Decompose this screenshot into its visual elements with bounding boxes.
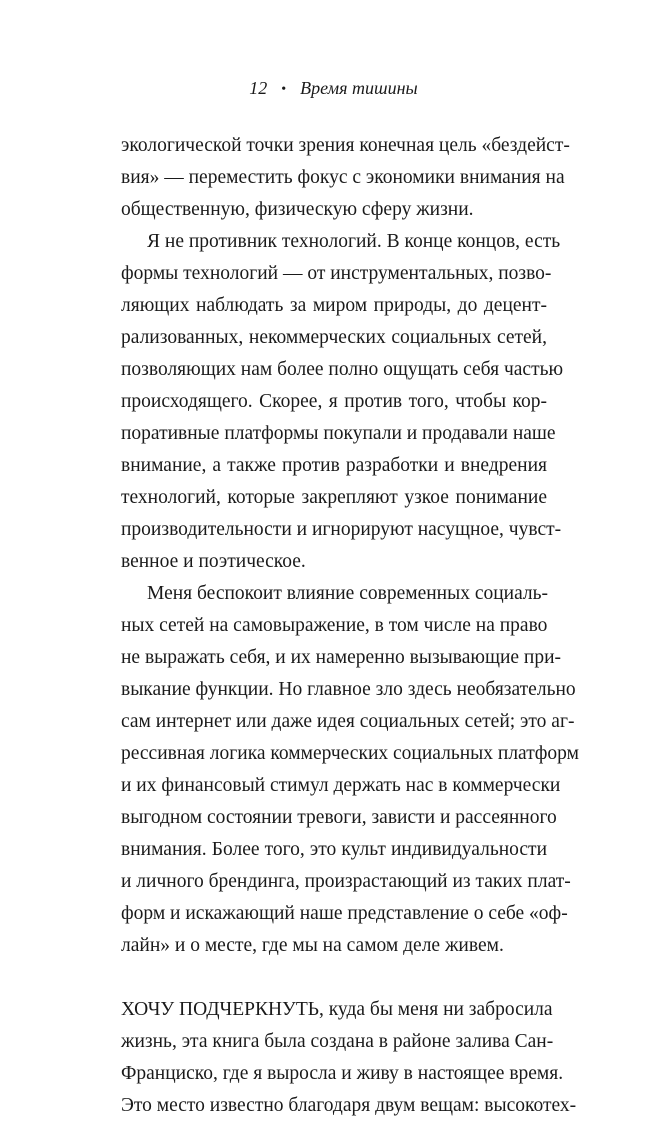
text-line: ляющих наблюдать за миром природы, до децент- [121, 295, 547, 316]
text-line: жизнь, эта книга была создана в районе залива Сан- [121, 1031, 554, 1052]
text-line: и личного брендинга, произрастающий из таких плат- [121, 871, 571, 892]
text-line: венное и поэтическое. [121, 551, 306, 572]
text-line: Франциско, где я выросла и живу в настоящее время. [121, 1063, 564, 1084]
text-line: сам интернет или даже идея социальных сетей; это аг- [121, 711, 575, 732]
text-line: внимание, а также против разработки и внедрения [121, 455, 547, 476]
section-first-line: ХОЧУ ПОДЧЕРКНУТЬ, куда бы меня ни забросила [121, 999, 553, 1020]
text-line: поративные платформы покупали и продавали наше [121, 423, 556, 444]
text-line: вия» — переместить фокус с экономики внимания на [121, 167, 565, 188]
book-title: Время тишины [300, 78, 418, 98]
text-line: рессивная логика коммерческих социальных платформ [121, 743, 579, 764]
text-line: позволяющих нам более полно ощущать себя частью [121, 359, 564, 380]
section-break [121, 962, 547, 994]
text-line: Это место известно благодаря двум вещам: высокотех- [121, 1095, 577, 1116]
text-line: лайн» и о месте, где мы на самом деле живем. [121, 935, 504, 956]
running-header [0, 76, 667, 103]
text-line: технологий, которые закрепляют узкое понимание [121, 487, 547, 508]
text-line: экологической точки зрения конечная цель «бездейст- [121, 135, 570, 156]
text-line: общественную, физическую сферу жизни. [121, 199, 474, 220]
text-line: выгодном состоянии тревоги, зависти и рассеянного [121, 807, 557, 828]
text-line: не выражать себя, и их намеренно вызывающие при- [121, 647, 562, 668]
text-line: ных сетей на самовыражение, в том числе на право [121, 615, 548, 636]
text-line: рализованных, некоммерческих социальных сетей, [121, 327, 547, 348]
text-line: и их финансовый стимул держать нас в коммерчески [121, 775, 561, 796]
paragraph-first-line: Я не противник технологий. В конце концов, есть [147, 231, 561, 252]
paragraph-first-line: Меня беспокоит влияние современных социаль- [147, 583, 549, 604]
text-line: производительности и игнорируют насущное, чувст- [121, 519, 562, 540]
text-line: форм и искажающий наше представление о себе «оф- [121, 903, 568, 924]
page-number: 12 [249, 78, 268, 98]
text-line: формы технологий — от инструментальных, позво- [121, 263, 552, 284]
text-line: выкание функции. Но главное зло здесь необязательно [121, 679, 576, 700]
header-separator: • [281, 82, 287, 97]
body-text [121, 130, 579, 1122]
text-line: внимания. Более того, это культ индивидуальности [121, 839, 547, 860]
text-line: происходящего. Скорее, я против того, чтобы кор- [121, 391, 547, 412]
